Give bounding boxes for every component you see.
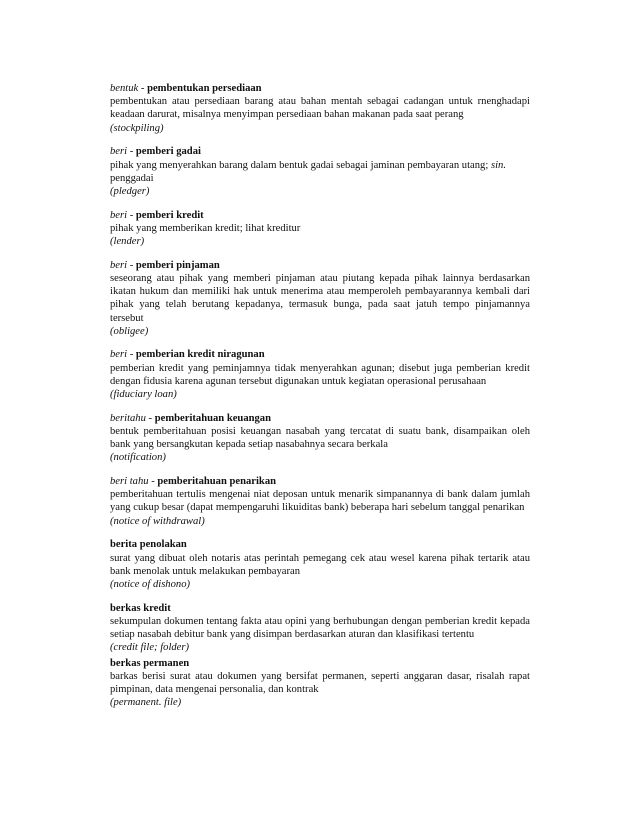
entry-definition <box>110 615 530 641</box>
entry-term: pemberi gadai <box>135 146 201 158</box>
entry-term: pemberian kredit niragunan <box>135 349 265 361</box>
definition-text: sekumpulan dokumen tentang fakta atau opini yang berhubungan dengan pemberian kredit kepada setiap nasabah debitur bank yang disimpan berdasarkan aturan dan klasifikasi tertentu <box>110 615 530 641</box>
glossary-entry <box>110 82 530 135</box>
definition-text: surat yang dibuat oleh notaris atas perintah pemegang cek atau wesel karena pihak tertarik atau bank menolak untuk melakukan pembayaran <box>110 552 530 577</box>
entry-separator: - <box>127 349 136 361</box>
glossary-entry <box>110 348 530 401</box>
entry-english-term: (obligee) <box>110 325 149 337</box>
entry-english-term: (notification) <box>110 452 166 464</box>
glossary-entry <box>110 602 530 655</box>
entry-term: berkas kredit <box>110 602 171 614</box>
entry-term: pemberitahuan penarikan <box>157 476 277 488</box>
glossary-entry <box>110 538 530 591</box>
entry-root-word: bentuk <box>110 83 139 94</box>
entry-root-word: beritahu <box>110 412 146 424</box>
entry-separator: - <box>138 83 148 94</box>
synonym-note: sin. <box>490 159 506 171</box>
entry-definition <box>110 425 530 451</box>
entry-heading <box>110 348 530 361</box>
synonym-term: penggadai <box>110 172 154 184</box>
definition-text: barkas berisi surat atau dokumen yang bersifat permanen, seperti anggaran dasar, risalah rapat pimpinan, data mengenai personalia, dan kontrak <box>110 670 530 695</box>
entry-definition <box>110 362 530 388</box>
entry-term: pembentukan persediaan <box>147 83 262 94</box>
entry-term: pemberi kredit <box>135 209 204 221</box>
entry-definition <box>110 488 530 514</box>
glossary-entry <box>110 145 530 198</box>
definition-text: pemberitahuan tertulis mengenai niat deposan untuk menarik simpanannya di bank dalam jumlah yang cukup besar (dapat mempengaruhi likuiditas bank) beberapa hari sebelum tanggal penarikan <box>110 489 530 514</box>
entry-root-word: beri <box>110 259 128 271</box>
glossary-entry <box>110 209 530 249</box>
entry-heading <box>110 657 530 670</box>
definition-text: pemberian kredit yang peminjamnya tidak menyerahkan agunan; disebut juga pemberian kredit dengan fidusia karena agunan tersebut digunakan untuk kegiatan operasional perusahaan <box>110 362 530 387</box>
entry-separator: - <box>127 146 136 158</box>
entry-english-term: (fiduciary loan) <box>110 389 177 401</box>
entry-heading <box>110 475 530 488</box>
entry-english-term: (permanent. file) <box>110 697 182 709</box>
entry-separator: - <box>148 476 158 488</box>
entry-heading <box>110 538 530 551</box>
entry-heading <box>110 602 530 615</box>
entry-root-word: beri <box>110 146 128 158</box>
entry-english-term: (credit file; folder) <box>110 642 190 654</box>
entry-term: berkas permanen <box>110 657 190 669</box>
definition-text: seseorang atau pihak yang memberi pinjaman atau piutang kepada pihak lainnya berdasarkan ikatan hukum dan memiliki hak untuk menerima atau memperoleh pembayarannya kembali dari pihak yang telah berutang kepadanya, termasuk bunga, pada saat jatuh tempo pinjamannya tersebut <box>110 272 530 324</box>
entry-term: pemberi pinjaman <box>135 259 220 271</box>
entry-definition <box>110 670 530 696</box>
entry-heading <box>110 82 530 95</box>
glossary-entry <box>110 412 530 465</box>
entry-separator: - <box>145 412 155 424</box>
entry-heading <box>110 259 530 272</box>
entry-heading <box>110 412 530 425</box>
entry-definition <box>110 95 530 121</box>
glossary-entry <box>110 657 530 710</box>
entry-separator: - <box>127 209 136 221</box>
entry-english-term: (notice of dishono) <box>110 579 191 590</box>
entry-term: berita penolakan <box>110 539 187 551</box>
definition-text: pihak yang menyerahkan barang dalam bentuk gadai sebagai jaminan pembayaran utang; <box>110 159 489 171</box>
entry-definition <box>110 222 530 235</box>
entry-definition <box>110 552 530 578</box>
entry-separator: - <box>127 259 136 271</box>
entry-definition <box>110 272 530 325</box>
entry-heading <box>110 145 530 158</box>
definition-text: pembentukan atau persediaan barang atau bahan mentah sebagai cadangan untuk rnenghadapi keadaan darurat, misalnya menyimpan persediaan bahan makanan pada saat perang <box>110 96 530 121</box>
entry-definition <box>110 159 530 185</box>
definition-text: pihak yang memberikan kredit; lihat kreditur <box>110 222 301 234</box>
entry-heading <box>110 209 530 222</box>
entry-english-term: (notice of withdrawal) <box>110 515 205 527</box>
glossary-page <box>110 82 530 720</box>
entry-term: pemberitahuan keuangan <box>154 412 271 424</box>
entry-root-word: beri tahu <box>110 476 149 488</box>
entry-root-word: beri <box>110 209 128 221</box>
glossary-entry <box>110 475 530 528</box>
entry-english-term: (pledger) <box>110 185 150 197</box>
entry-english-term: (lender) <box>110 236 145 248</box>
entry-root-word: beri <box>110 349 128 361</box>
glossary-entry <box>110 259 530 338</box>
definition-text: bentuk pemberitahuan posisi keuangan nasabah yang tercatat di suatu bank, disampaikan oleh bank yang bersangkutan kepada setiap nasabahnya secara berkala <box>110 425 530 451</box>
entry-english-term: (stockpiling) <box>110 122 164 134</box>
